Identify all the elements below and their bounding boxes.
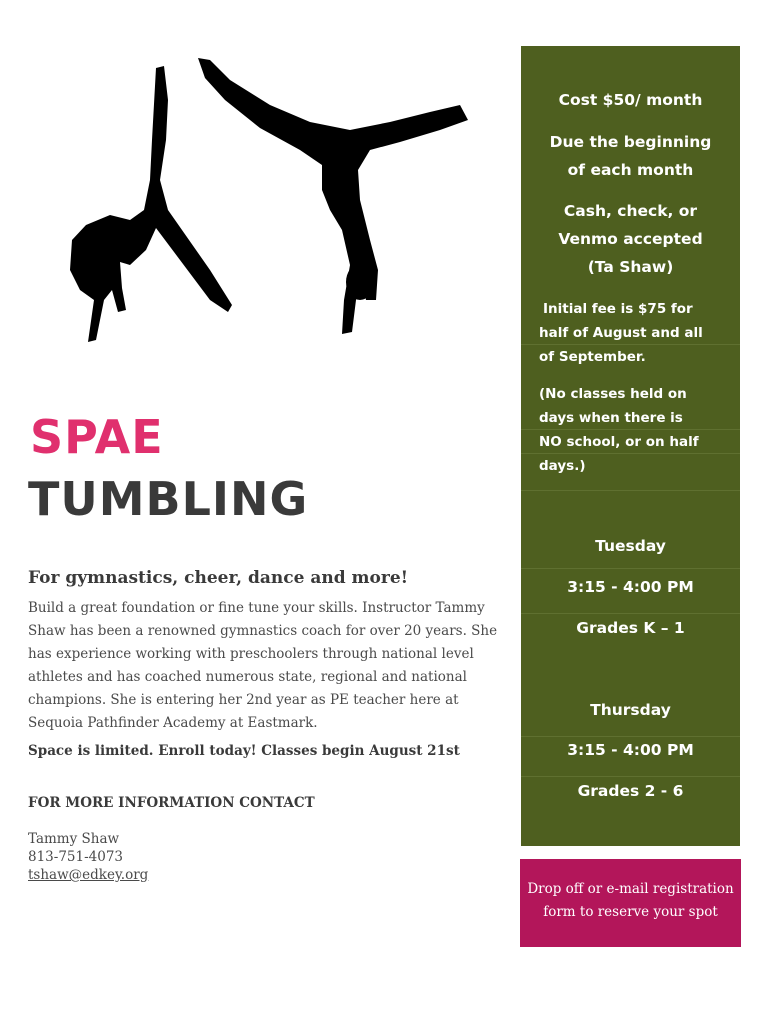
thursday-label: Thursday [590, 701, 671, 719]
callout-line-2: form to reserve your spot [543, 904, 718, 920]
no-class-line-2: days when there is [539, 410, 683, 426]
divider [521, 490, 740, 491]
enroll-notice: Space is limited. Enroll today! Classes begin August 21st [28, 743, 460, 759]
payment-line-1: Cash, check, or [563, 202, 698, 220]
no-class-line-4: days.) [539, 458, 586, 474]
due-line-1: Due the beginning [549, 133, 712, 151]
initial-fee-line-1: Initial fee is $75 for [543, 301, 693, 317]
title-line-2: TUMBLING [28, 472, 309, 526]
payment-line-2: Venmo accepted [558, 230, 703, 248]
initial-fee-line-3: of September. [539, 349, 646, 365]
initial-fee-line-2: half of August and all [539, 325, 703, 341]
callout-line-1: Drop off or e-mail registration [527, 881, 734, 897]
contact-phone: 813-751-4073 [28, 849, 124, 865]
description-paragraph: Build a great foundation or fine tune your skills. Instructor Tammy Shaw has been a renowned gymnastics coach for over 20 years. She has experience working with preschoolers through national level athletes and has coached numerous state, regional and national champions. She is entering her 2nd year as PE teacher here at Sequoia Pathfinder Academy at Eastmark. [28, 600, 498, 731]
gymnast-silhouettes-image [60, 50, 480, 360]
info-sidebar [521, 46, 740, 846]
tuesday-label: Tuesday [595, 537, 666, 555]
no-class-line-3: NO school, or on half [539, 434, 699, 450]
contact-block [28, 830, 148, 884]
tuesday-time: 3:15 - 4:00 PM [567, 578, 694, 596]
cost-text: Cost $50/ month [558, 91, 703, 109]
payment-line-3: (Ta Shaw) [587, 258, 674, 276]
thursday-grades: Grades 2 - 6 [577, 782, 684, 800]
subheading: For gymnastics, cheer, dance and more! [28, 568, 409, 588]
cartwheel-gymnast-silhouette [198, 58, 468, 334]
registration-callout [520, 859, 741, 947]
tuesday-grades: Grades K – 1 [576, 619, 685, 637]
more-info-heading: FOR MORE INFORMATION CONTACT [28, 795, 315, 811]
contact-name: Tammy Shaw [28, 831, 120, 847]
no-class-line-1: (No classes held on [539, 386, 687, 402]
due-line-2: of each month [567, 161, 694, 179]
title-line-1: SPAE [30, 410, 164, 464]
divider [521, 568, 740, 569]
backbend-gymnast-silhouette [70, 66, 232, 342]
contact-email-link[interactable]: tshaw@edkey.org [28, 867, 149, 883]
thursday-time: 3:15 - 4:00 PM [567, 741, 694, 759]
